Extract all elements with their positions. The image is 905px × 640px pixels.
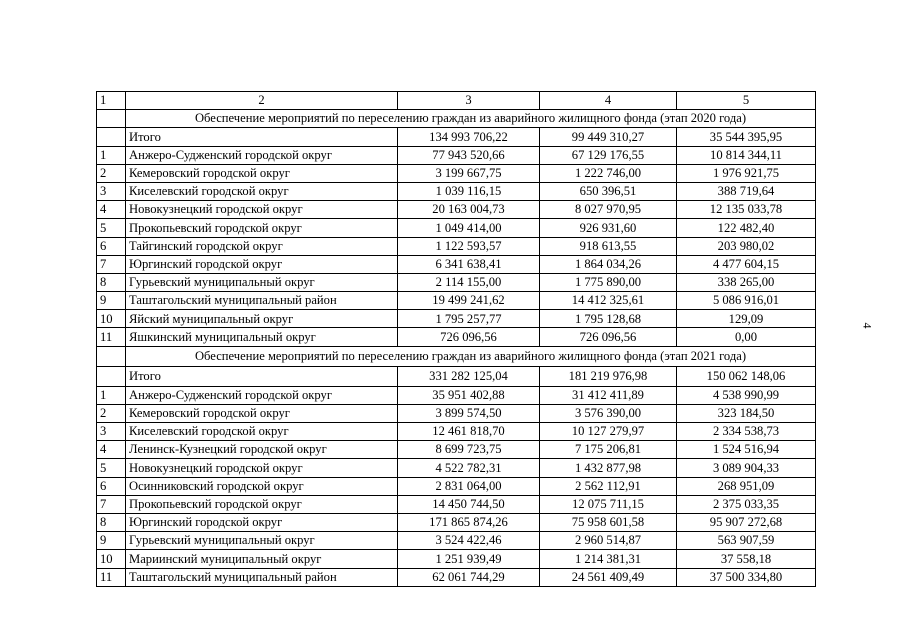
row-value-4: 3 576 390,00 [540,404,677,422]
row-number: 5 [97,459,126,477]
row-value-3: 62 061 744,29 [398,568,540,586]
row-value-4: 1 214 381,31 [540,550,677,568]
row-name: Киселевский городской округ [126,423,398,441]
table-row [97,513,816,531]
row-number: 4 [97,201,126,219]
row-value-3: 1 049 414,00 [398,219,540,237]
header-cell-1: 1 [97,92,126,110]
row-name: Гурьевский муниципальный округ [126,532,398,550]
row-value-3: 2 114 155,00 [398,273,540,291]
table-row [97,386,816,404]
row-name: Мариинский муниципальный округ [126,550,398,568]
row-value-4: 1 795 128,68 [540,310,677,328]
row-value-5: 203 980,02 [677,237,816,255]
row-value-5: 323 184,50 [677,404,816,422]
section-title-row [97,110,816,128]
row-value-3: 4 522 782,31 [398,459,540,477]
total-value-3: 134 993 706,22 [398,128,540,146]
row-value-3: 14 450 744,50 [398,495,540,513]
row-name: Анжеро-Судженский городской округ [126,146,398,164]
row-value-4: 650 396,51 [540,182,677,200]
row-value-5: 268 951,09 [677,477,816,495]
total-row [97,128,816,146]
row-number: 5 [97,219,126,237]
row-value-5: 37 500 334,80 [677,568,816,586]
total-row [97,366,816,386]
table-row [97,273,816,291]
row-value-4: 926 931,60 [540,219,677,237]
row-value-3: 20 163 004,73 [398,201,540,219]
row-number: 2 [97,404,126,422]
table-row [97,423,816,441]
row-value-5: 37 558,18 [677,550,816,568]
table-row [97,441,816,459]
table-row [97,477,816,495]
row-value-4: 1 432 877,98 [540,459,677,477]
header-cell-2: 2 [126,92,398,110]
row-number: 6 [97,237,126,255]
row-value-5: 388 719,64 [677,182,816,200]
table-row [97,310,816,328]
table-row [97,328,816,346]
table-row [97,182,816,200]
row-value-3: 12 461 818,70 [398,423,540,441]
row-value-5: 0,00 [677,328,816,346]
row-value-4: 1 222 746,00 [540,164,677,182]
row-value-3: 2 831 064,00 [398,477,540,495]
row-value-3: 3 199 667,75 [398,164,540,182]
row-name: Ленинск-Кузнецкий городской округ [126,441,398,459]
row-number: 6 [97,477,126,495]
total-value-4: 99 449 310,27 [540,128,677,146]
row-value-5: 12 135 033,78 [677,201,816,219]
table-row [97,550,816,568]
row-value-3: 1 251 939,49 [398,550,540,568]
row-name: Яйский муниципальный округ [126,310,398,328]
row-value-3: 171 865 874,26 [398,513,540,531]
total-value-4: 181 219 976,98 [540,366,677,386]
row-value-4: 2 562 112,91 [540,477,677,495]
row-name: Тайгинский городской округ [126,237,398,255]
table-row [97,201,816,219]
table-row [97,459,816,477]
section-title: Обеспечение мероприятий по переселению граждан из аварийного жилищного фонда (этап 2021 года) [126,346,816,366]
row-number: 9 [97,532,126,550]
row-value-3: 35 951 402,88 [398,386,540,404]
row-value-5: 2 375 033,35 [677,495,816,513]
total-label: Итого [126,366,398,386]
row-name: Осинниковский городской округ [126,477,398,495]
table-row [97,568,816,586]
row-value-5: 1 524 516,94 [677,441,816,459]
row-name: Прокопьевский городской округ [126,495,398,513]
row-name: Кемеровский городской округ [126,404,398,422]
row-name: Кемеровский городской округ [126,164,398,182]
row-value-4: 1 775 890,00 [540,273,677,291]
row-value-4: 12 075 711,15 [540,495,677,513]
row-value-5: 4 477 604,15 [677,255,816,273]
row-value-4: 10 127 279,97 [540,423,677,441]
row-name: Таштагольский муниципальный район [126,568,398,586]
table-row [97,146,816,164]
header-cell-5: 5 [677,92,816,110]
row-number: 2 [97,164,126,182]
table-body [97,92,816,587]
row-number: 10 [97,310,126,328]
table-row [97,404,816,422]
row-value-4: 7 175 206,81 [540,441,677,459]
row-value-5: 5 086 916,01 [677,292,816,310]
funding-table [96,91,816,587]
row-value-4: 1 864 034,26 [540,255,677,273]
row-value-5: 10 814 344,11 [677,146,816,164]
table-row [97,255,816,273]
row-value-3: 3 899 574,50 [398,404,540,422]
row-value-4: 726 096,56 [540,328,677,346]
section-title: Обеспечение мероприятий по переселению граждан из аварийного жилищного фонда (этап 2020 года) [126,110,816,128]
row-value-5: 2 334 538,73 [677,423,816,441]
row-value-3: 1 122 593,57 [398,237,540,255]
row-number: 11 [97,568,126,586]
total-value-5: 150 062 148,06 [677,366,816,386]
row-value-5: 3 089 904,33 [677,459,816,477]
row-value-3: 1 039 116,15 [398,182,540,200]
row-value-4: 67 129 176,55 [540,146,677,164]
row-value-5: 129,09 [677,310,816,328]
row-name: Гурьевский муниципальный округ [126,273,398,291]
total-label: Итого [126,128,398,146]
row-name: Анжеро-Судженский городской округ [126,386,398,404]
row-value-4: 14 412 325,61 [540,292,677,310]
header-cell-4: 4 [540,92,677,110]
row-value-3: 3 524 422,46 [398,532,540,550]
row-number: 10 [97,550,126,568]
empty-cell [97,110,126,128]
row-number: 1 [97,146,126,164]
row-value-4: 2 960 514,87 [540,532,677,550]
table-row [97,164,816,182]
row-value-3: 1 795 257,77 [398,310,540,328]
empty-cell [97,128,126,146]
table-row [97,292,816,310]
row-value-4: 75 958 601,58 [540,513,677,531]
row-name: Юргинский городской округ [126,513,398,531]
row-name: Новокузнецкий городской округ [126,201,398,219]
row-value-5: 4 538 990,99 [677,386,816,404]
row-value-3: 77 943 520,66 [398,146,540,164]
row-number: 1 [97,386,126,404]
row-value-3: 19 499 241,62 [398,292,540,310]
row-value-5: 563 907,59 [677,532,816,550]
row-value-5: 1 976 921,75 [677,164,816,182]
row-number: 7 [97,495,126,513]
row-value-4: 8 027 970,95 [540,201,677,219]
row-number: 4 [97,441,126,459]
row-name: Киселевский городской округ [126,182,398,200]
row-value-5: 338 265,00 [677,273,816,291]
row-name: Прокопьевский городской округ [126,219,398,237]
table-row [97,219,816,237]
row-number: 8 [97,513,126,531]
header-row [97,92,816,110]
row-value-4: 31 412 411,89 [540,386,677,404]
table-row [97,532,816,550]
row-value-3: 726 096,56 [398,328,540,346]
row-value-5: 122 482,40 [677,219,816,237]
table-row [97,495,816,513]
row-name: Юргинский городской округ [126,255,398,273]
row-value-4: 918 613,55 [540,237,677,255]
row-value-3: 8 699 723,75 [398,441,540,459]
empty-cell [97,366,126,386]
row-number: 3 [97,423,126,441]
total-value-3: 331 282 125,04 [398,366,540,386]
row-number: 7 [97,255,126,273]
row-name: Яшкинский муниципальный округ [126,328,398,346]
row-value-4: 24 561 409,49 [540,568,677,586]
header-cell-3: 3 [398,92,540,110]
row-value-5: 95 907 272,68 [677,513,816,531]
total-value-5: 35 544 395,95 [677,128,816,146]
page-number: 4 [860,322,875,329]
row-name: Таштагольский муниципальный район [126,292,398,310]
section-title-row [97,346,816,366]
row-value-3: 6 341 638,41 [398,255,540,273]
row-number: 11 [97,328,126,346]
row-number: 3 [97,182,126,200]
row-number: 9 [97,292,126,310]
empty-cell [97,346,126,366]
table-row [97,237,816,255]
row-number: 8 [97,273,126,291]
row-name: Новокузнецкий городской округ [126,459,398,477]
